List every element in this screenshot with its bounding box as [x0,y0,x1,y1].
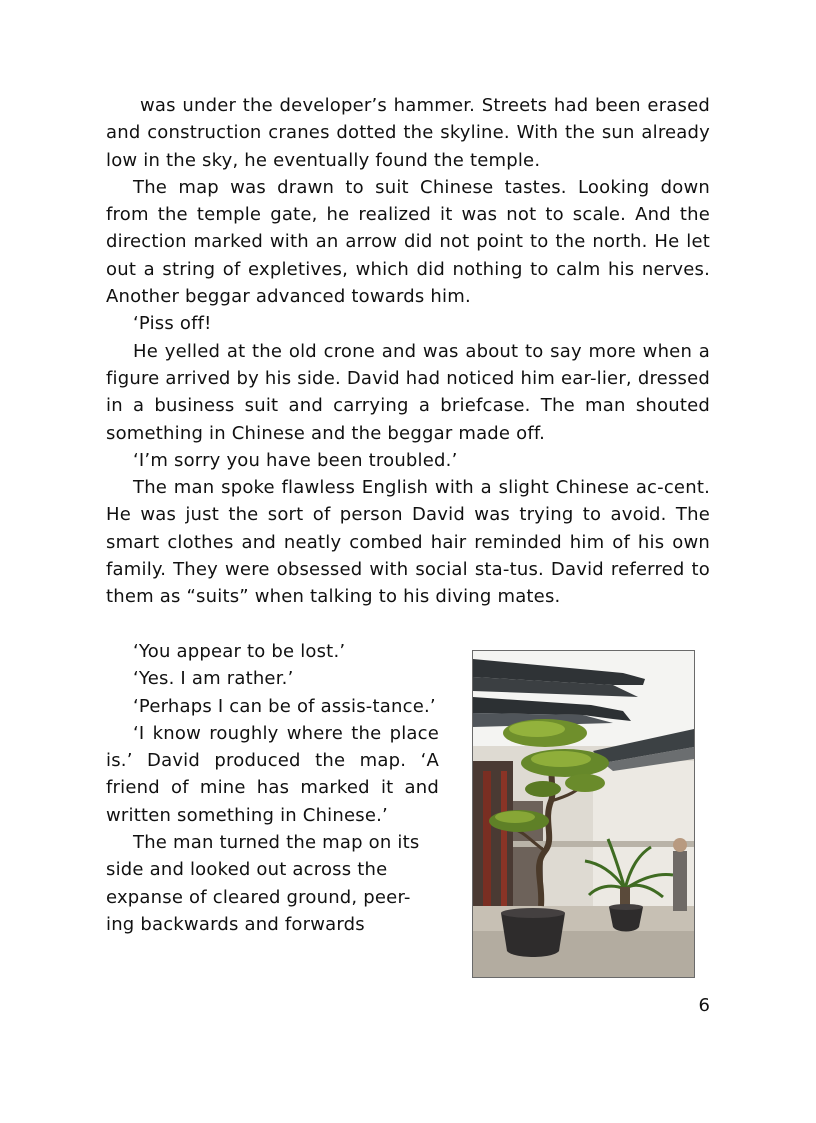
paragraph: The man spoke flawless English with a slight Chinese ac-cent. He was just the sort of person David was trying to avoid. The smart clothes and neatly combed hair reminded him of his own family. They were obsessed with social sta-tus. David referred to them as “suits” when talking to his diving mates. [106,477,710,608]
paragraph: ‘I’m sorry you have been troubled.’ [133,449,458,471]
paragraph: He yelled at the old crone and was about to say more when a figure arrived by his side. David had noticed him ear-lier, dressed in a business suit and carrying a briefcase. The man shouted something in Chinese and the beggar made off. [106,340,710,444]
paragraph: ‘Piss off! [133,313,212,335]
paragraph: was under the developer’s hammer. Streets had been erased and construction cranes dotted the skyline. With the sun already low in the sky, he eventually found the temple. [106,95,710,171]
paragraph: The man turned the map on its side and looked out across the expanse of cleared ground, peer-ing backwards and forwards [106,832,420,935]
temple-garden-photo [472,650,695,978]
paragraph: The map was drawn to suit Chinese tastes. Looking down from the temple gate, he realized it was not to scale. And the direction marked with an arrow did not point to the north. He let out a string of expletives, which did nothing to calm his nerves. Another beggar advanced towards him. [106,176,710,308]
body-text-full-width [106,92,710,611]
paragraph: ‘You appear to be lost.’ [133,641,346,662]
paragraph: ‘I know roughly where the place is.’ David produced the map. ‘A friend of mine has marked it and written something in Chinese.’ [106,722,439,826]
paragraph: ‘Yes. I am rather.’ [133,668,294,690]
paragraph: ‘Perhaps I can be of assis-tance.’ [133,695,436,717]
page-number: 6 [698,995,710,1016]
body-text-beside-photo [106,638,439,938]
